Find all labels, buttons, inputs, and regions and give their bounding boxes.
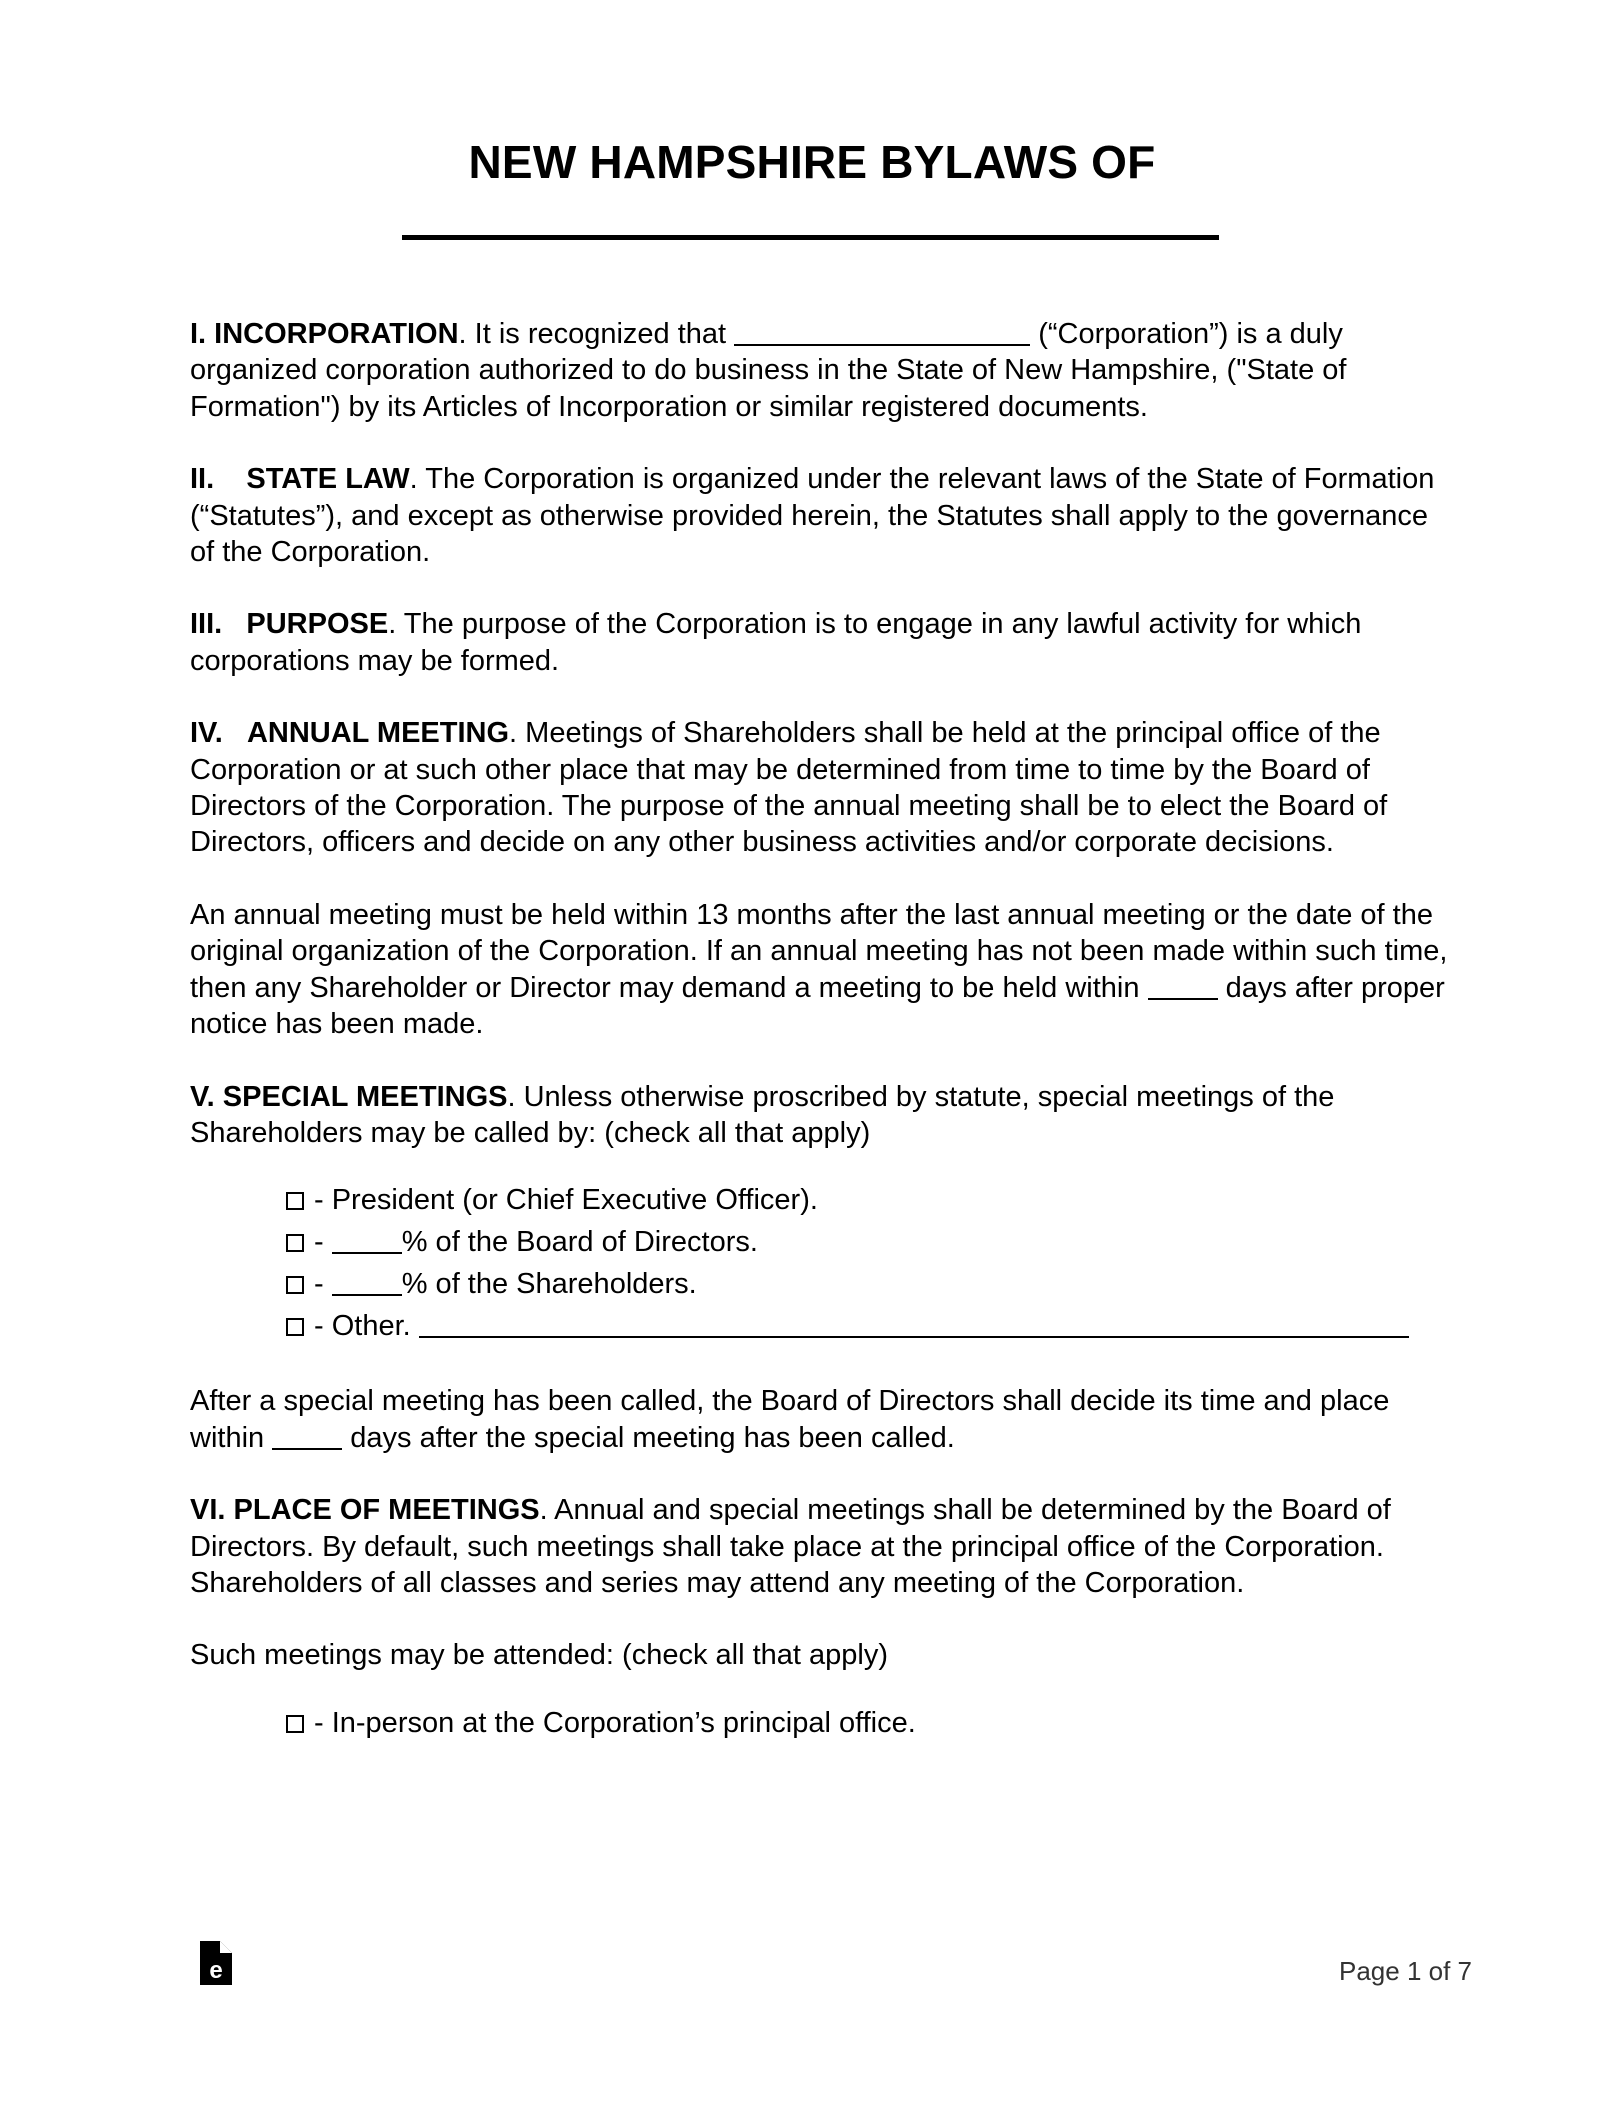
checklist-label: % of the Board of Directors.	[401, 1226, 758, 1259]
section-incorporation	[190, 316, 1450, 425]
special-meeting-scheduling-paragraph	[190, 1383, 1450, 1456]
section-text: (“Corporation”) is a duly organized corporation authorized to do business in the State of New Hampshire, ("State of Formation") by its Articles of Incorporation or similar registered documents.	[190, 318, 1347, 423]
attendance-checklist	[286, 1702, 1450, 1744]
section-text: . Unless otherwise proscribed by statute, special meetings of the Shareholders may be called by: (check all that apply)	[190, 1080, 1335, 1149]
scheduling-days-blank[interactable]	[272, 1422, 342, 1450]
section-text: . Meetings of Shareholders shall be held at the principal office of the Corporation or at such other place that may be determined from time to time by the Board of Directors of the Corporation. The purpose of the annual meeting shall be to elect the Board of Directors, officers and decide on any other business activities and/or corporate decisions.	[190, 717, 1388, 859]
section-text: . It is recognized that	[458, 318, 735, 350]
checklist-label: % of the Shareholders.	[401, 1268, 697, 1301]
section-special-meetings	[190, 1079, 1450, 1152]
checklist-item-shareholders	[286, 1263, 1450, 1305]
checklist-label: -	[314, 1226, 332, 1259]
document-body	[190, 316, 1450, 1780]
section-heading: IV. ANNUAL MEETING	[190, 717, 510, 750]
section-text: . The purpose of the Corporation is to engage in any lawful activity for which corporations may be formed.	[190, 608, 1362, 677]
svg-text:e: e	[209, 1957, 223, 1984]
annual-meeting-deadline-paragraph	[190, 897, 1450, 1043]
checklist-item-in-person	[286, 1702, 1450, 1744]
checklist-item-other	[286, 1305, 1450, 1347]
section-purpose	[190, 606, 1450, 679]
section-state-law	[190, 461, 1450, 570]
shareholders-percent-blank[interactable]	[332, 1268, 402, 1296]
paragraph-text: An annual meeting must be held within 13 months after the last annual meeting or the date of the original organization of the Corporation. If an annual meeting has not been made within such time, then any Shareholder or Director may demand a meeting to be held within	[190, 898, 1448, 1004]
board-percent-blank[interactable]	[332, 1226, 402, 1254]
esign-logo-icon	[198, 1940, 234, 1986]
title-name-blank[interactable]	[402, 235, 1219, 240]
demand-days-blank[interactable]	[1148, 972, 1218, 1000]
section-annual-meeting	[190, 715, 1450, 861]
checklist-label: - President (or Chief Executive Officer).	[314, 1184, 818, 1217]
section-text: . The Corporation is organized under the relevant laws of the State of Formation (“Statutes”), and except as otherwise provided herein, the Statutes shall apply to the governance of the Corporation.	[190, 463, 1435, 569]
checkbox[interactable]	[286, 1318, 304, 1336]
attendance-intro: Such meetings may be attended: (check all that apply)	[190, 1639, 888, 1672]
section-heading: II. STATE LAW	[190, 463, 410, 496]
section-heading: V. SPECIAL MEETINGS	[190, 1080, 508, 1113]
section-heading: I. INCORPORATION	[190, 318, 459, 350]
checkbox[interactable]	[286, 1715, 304, 1733]
checklist-label: - Other.	[314, 1310, 419, 1343]
checklist-item-board	[286, 1221, 1450, 1263]
paragraph-text: days after proper notice has been made.	[190, 971, 1445, 1041]
section-heading: III. PURPOSE	[190, 608, 389, 641]
checkbox[interactable]	[286, 1276, 304, 1294]
special-meeting-callers-checklist	[286, 1179, 1450, 1347]
checklist-item-president	[286, 1179, 1450, 1221]
section-place-of-meetings	[190, 1492, 1450, 1601]
paragraph-text: After a special meeting has been called, the Board of Directors shall decide its time and place within	[190, 1385, 1390, 1454]
checkbox[interactable]	[286, 1234, 304, 1252]
paragraph-text: days after the special meeting has been called.	[342, 1421, 955, 1454]
page-number: Page 1 of 7	[1339, 1956, 1472, 1986]
section-heading: VI. PLACE OF MEETINGS	[190, 1494, 540, 1527]
checklist-label: -	[314, 1268, 332, 1301]
other-caller-blank[interactable]	[419, 1310, 1409, 1338]
checklist-label: - In-person at the Corporation’s principal office.	[314, 1706, 916, 1739]
section-text: . Annual and special meetings shall be determined by the Board of Directors. By default, such meetings shall take place at the principal office of the Corporation. Shareholders of all classes and series may attend any meeting of the Corporation.	[190, 1494, 1391, 1599]
corporation-name-blank[interactable]	[734, 318, 1030, 346]
checkbox[interactable]	[286, 1192, 304, 1210]
document-title: NEW HAMPSHIRE BYLAWS OF	[468, 136, 1156, 188]
